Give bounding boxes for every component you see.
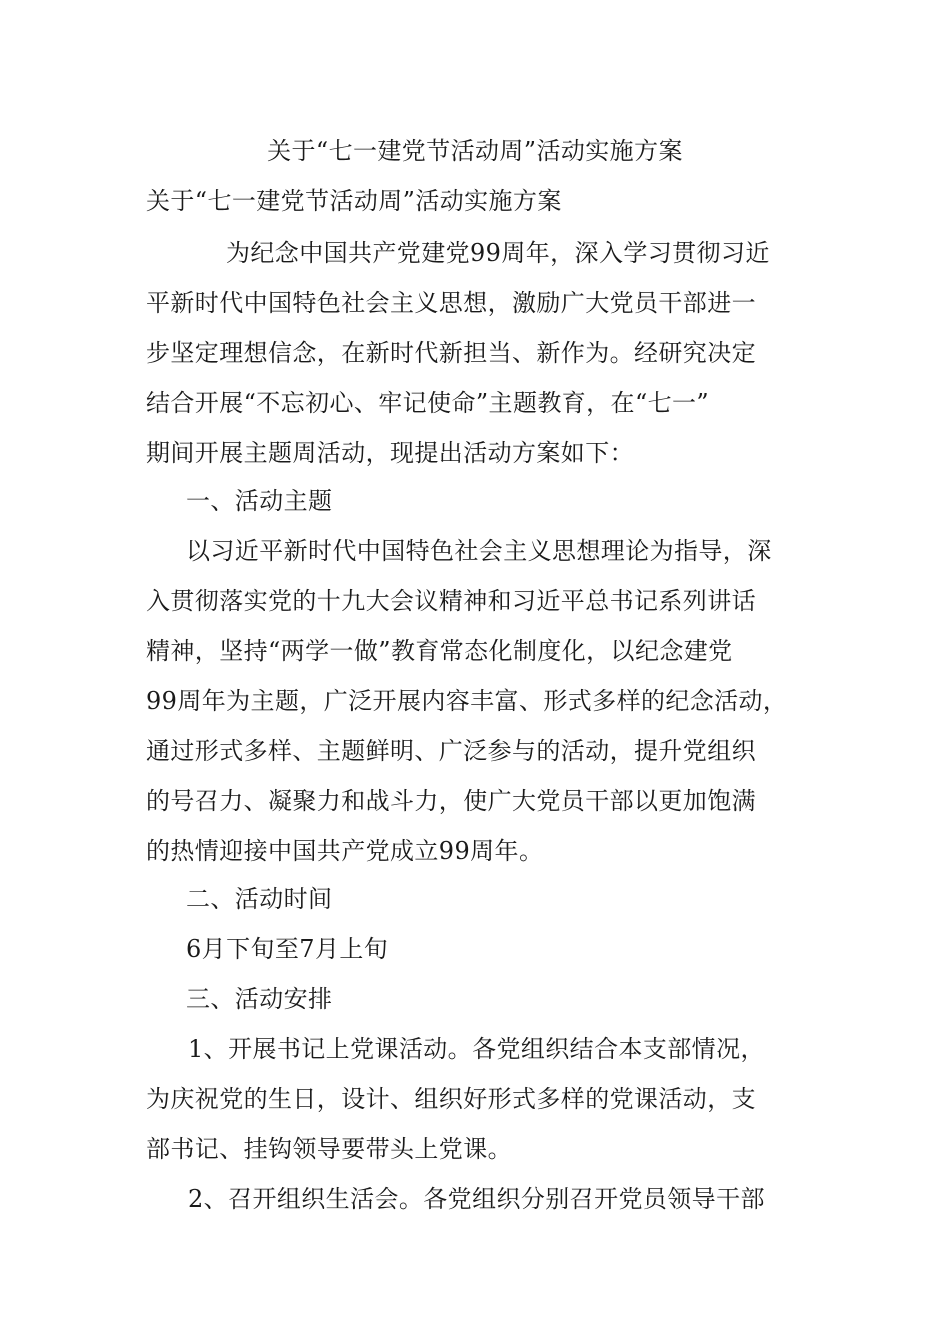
theme-line: 以习近平新时代中国特色社会主义思想理论为指导，深 [186, 537, 772, 565]
theme-line: 的热情迎接中国共产党成立99周年。 [146, 837, 544, 865]
section-heading-arrangement: 三、活动安排 [186, 985, 333, 1013]
theme-line: 入贯彻落实党的十九大会议精神和习近平总书记系列讲话 [146, 587, 756, 615]
intro-line: 为纪念中国共产党建党99周年，深入学习贯彻习近 [226, 239, 770, 267]
theme-line: 精神，坚持“两学一做”教育常态化制度化，以纪念建党 [146, 637, 733, 665]
item1-line: 1、开展书记上党课活动。各党组织结合本支部情况， [188, 1035, 765, 1063]
intro-line: 平新时代中国特色社会主义思想，激励广大党员干部进一 [146, 289, 756, 317]
intro-line: 结合开展“不忘初心、牢记使命”主题教育，在“七一” [146, 389, 710, 417]
section-heading-time: 二、活动时间 [186, 885, 333, 913]
document-title-repeat: 关于“七一建党节活动周”活动实施方案 [146, 187, 562, 215]
document-title: 关于“七一建党节活动周”活动实施方案 [267, 137, 683, 165]
time-text: 6月下旬至7月上旬 [186, 935, 389, 963]
theme-line: 通过形式多样、主题鲜明、广泛参与的活动，提升党组织 [146, 737, 756, 765]
theme-line: 99周年为主题，广泛开展内容丰富、形式多样的纪念活动， [146, 687, 788, 715]
item2-line: 2、召开组织生活会。各党组织分别召开党员领导干部 [188, 1185, 765, 1213]
item1-line: 部书记、挂钩领导要带头上党课。 [146, 1135, 512, 1163]
theme-line: 的号召力、凝聚力和战斗力，使广大党员干部以更加饱满 [146, 787, 756, 815]
section-heading-theme: 一、活动主题 [186, 487, 333, 515]
intro-line: 期间开展主题周活动，现提出活动方案如下： [146, 439, 634, 467]
item1-line: 为庆祝党的生日，设计、组织好形式多样的党课活动，支 [146, 1085, 756, 1113]
intro-line: 步坚定理想信念，在新时代新担当、新作为。经研究决定 [146, 339, 756, 367]
